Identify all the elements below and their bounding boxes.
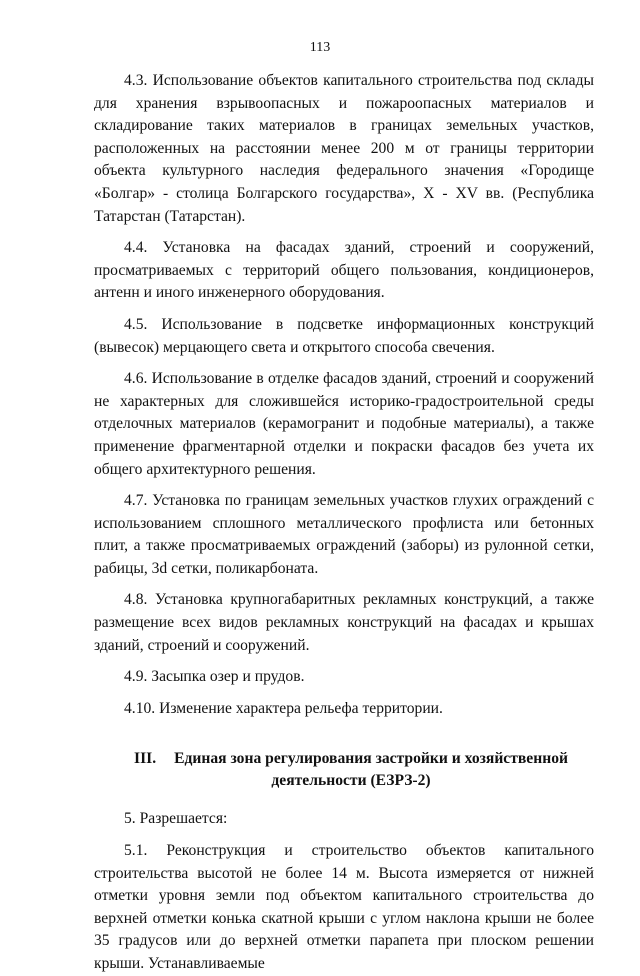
paragraph-4-5: 4.5. Использование в подсветке информационных конструкций (вывесок) мерцающего света и открытого способа свечения. [94,315,594,356]
section-title-line-2: деятельности (ЕЗРЗ-2) [271,772,431,790]
paragraph-5-1: 5.1. Реконструкция и строительство объектов капитального строительства высотой не более 14 м. Высота измеряется от нижней отметки уровня земли под объектом капитального строительства до верхней отметки конька скатной крыши с углом наклона крыши не более 35 градусов или до верхней отметки парапета при плоском решении крыши. Устанавливаемые [94,842,594,972]
paragraph-4-6: 4.6. Использование в отделке фасадов зданий, строений и сооружений не характерных для сложившейся историко-градостроительной среды отделочных материалов (керамогранит и подобные материалы), а также применение фрагментарной отделки и покраски фасадов без учета их общего архитектурного решения. [94,370,594,478]
paragraph-4-4: 4.4. Установка на фасадах зданий, строений и сооружений, просматриваемых с территорий общего пользования, кондиционеров, антенн и иного инженерного оборудования. [94,239,594,302]
paragraph-4-3: 4.3. Использование объектов капитального строительства под склады для хранения взрывоопасных и пожароопасных материалов и складирование таких материалов в границах земельных участков, расположенных на расстоянии менее 200 м от границы территории объекта культурного наследия федерального значения «Городище «Болгар» - столица Болгарского государства», X - XV вв. (Республика Татарстан (Татарстан). [94,72,594,225]
paragraph-5: 5. Разрешается: [124,810,228,828]
page-number: 113 [309,40,331,55]
section-heading [94,748,594,792]
paragraph-4-10: 4.10. Изменение характера рельефа территории. [124,699,443,717]
section-number: III. [134,750,157,768]
document-body [94,70,594,976]
paragraph-4-9: 4.9. Засыпка озер и прудов. [124,668,305,686]
paragraph-4-7: 4.7. Установка по границам земельных участков глухих ограждений с использованием сплошного металлического профлиста или бетонных плит, а также просматриваемых ограждений (заборы) из рулонной сетки, рабицы, 3d сетки, поликарбоната. [94,492,594,577]
section-title-line-1: Единая зона регулирования застройки и хозяйственной [174,750,568,768]
paragraph-4-8: 4.8. Установка крупногабаритных рекламных конструкций, а также размещение всех видов рекламных конструкций на фасадах и крышах зданий, строений и сооружений. [94,591,594,654]
